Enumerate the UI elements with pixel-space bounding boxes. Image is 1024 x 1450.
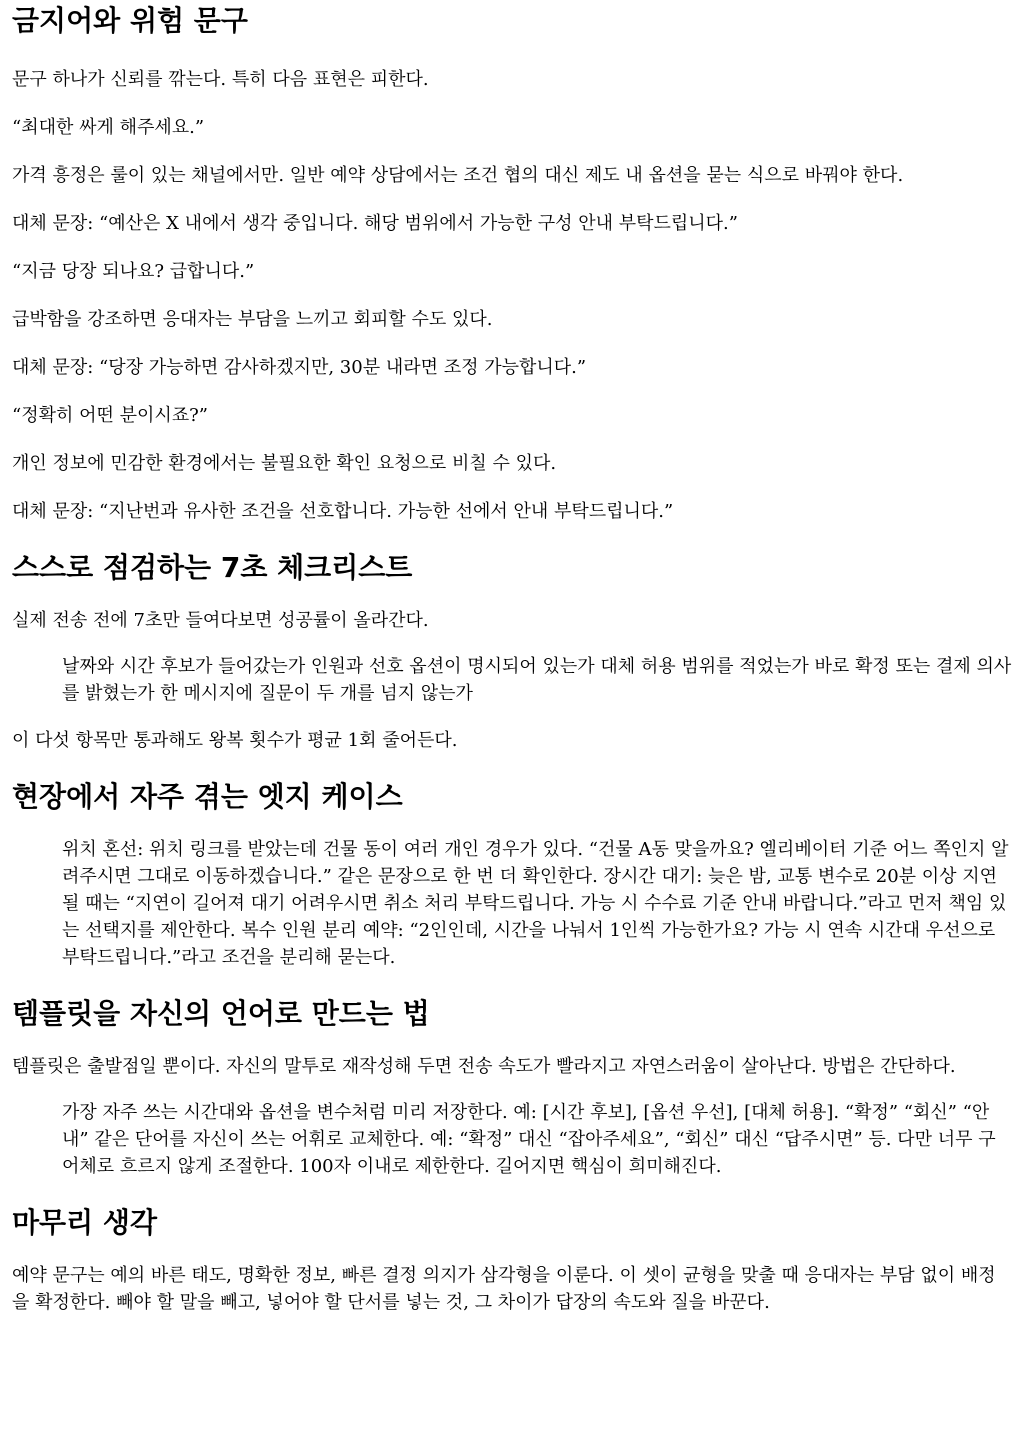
risky-phrase: “정확히 어떤 분이시죠?” [12,405,208,426]
checklist-block: 날짜와 시간 후보가 들어갔는가 인원과 선호 옵션이 명시되어 있는가 대체 허용 범위를 적었는가 바로 확정 또는 결제 의사를 밝혔는가 한 메시지에 질문이 두 개를 넘지 않는가 [62,656,1012,704]
risky-phrase-reason: 개인 정보에 민감한 환경에서는 불필요한 확인 요청으로 비칠 수 있다. [12,453,557,474]
section-intro: 템플릿은 출발점일 뿐이다. 자신의 말투로 재작성해 두면 전송 속도가 빨라지고 자연스러움이 살아난다. 방법은 간단하다. [12,1056,956,1077]
section-intro: 실제 전송 전에 7초만 들여다보면 성공률이 올라간다. [12,610,429,631]
template-tips-block: 가장 자주 쓰는 시간대와 옵션을 변수처럼 미리 저장한다. 예: [시간 후보], [옵션 우선], [대체 허용]. “확정” “회신” “안내” 같은 단어를 자신이 쓰는 어휘로 교체한다. 예: “확정” 대신 “잡아주세요”, “회신” 대신 “답주시면” 등. 다만 너무 구어체로 흐르지 않게 조절한다. 100자 이내로 제한한다. 길어지면 핵심이 희미해진다. [62,1102,996,1177]
closing-paragraph: 예약 문구는 예의 바른 태도, 명확한 정보, 빠른 결정 의지가 삼각형을 이룬다. 이 셋이 균형을 맞출 때 응대자는 부담 없이 배정을 확정한다. 빼야 할 말을 빼고, 넣어야 할 단서를 넣는 것, 그 차이가 답장의 속도와 질을 바꾼다. [12,1265,996,1313]
section-title-closing: 마무리 생각 [12,1206,157,1239]
section-title-edge-cases: 현장에서 자주 겪는 엣지 케이스 [12,780,403,813]
section-title-templates: 템플릿을 자신의 언어로 만드는 법 [12,997,430,1030]
risky-phrase: “최대한 싸게 해주세요.” [12,117,205,138]
edge-cases-block: 위치 혼선: 위치 링크를 받았는데 건물 동이 여러 개인 경우가 있다. “건물 A동 맞을까요? 엘리베이터 기준 어느 쪽인지 알려주시면 그대로 이동하겠습니다.” 같은 문장으로 한 번 더 확인한다. 장시간 대기: 늦은 밤, 교통 변수로 20분 이상 지연될 때는 “지연이 길어져 대기 어려우시면 취소 처리 부탁드립니다. 가능 시 수수료 기준 안내 바랍니다.”라고 먼저 책임 있는 선택지를 제안한다. 복수 인원 분리 예약: “2인인데, 시간을 나눠서 1인씩 가능한가요? 가능 시 연속 시간대 우선으로 부탁드립니다.”라고 조건을 분리해 묻는다. [62,839,1009,968]
risky-phrase-reason: 급박함을 강조하면 응대자는 부담을 느끼고 회피할 수도 있다. [12,309,493,330]
alternative-sentence: 대체 문장: “지난번과 유사한 조건을 선호합니다. 가능한 선에서 안내 부탁드립니다.” [12,501,674,522]
section-title-forbidden-phrases: 금지어와 위험 문구 [12,4,248,37]
section-title-checklist: 스스로 점검하는 7초 체크리스트 [12,551,413,584]
alternative-sentence: 대체 문장: “예산은 X 내에서 생각 중입니다. 해당 범위에서 가능한 구성 안내 부탁드립니다.” [12,213,738,234]
section-outro: 이 다섯 항목만 통과해도 왕복 횟수가 평균 1회 줄어든다. [12,730,458,751]
risky-phrase-reason: 가격 흥정은 룰이 있는 채널에서만. 일반 예약 상담에서는 조건 협의 대신 제도 내 옵션을 묻는 식으로 바꿔야 한다. [12,165,904,186]
section-intro: 문구 하나가 신뢰를 깎는다. 특히 다음 표현은 피한다. [12,69,429,90]
risky-phrase: “지금 당장 되나요? 급합니다.” [12,261,255,282]
alternative-sentence: 대체 문장: “당장 가능하면 감사하겠지만, 30분 내라면 조정 가능합니다.” [12,357,587,378]
